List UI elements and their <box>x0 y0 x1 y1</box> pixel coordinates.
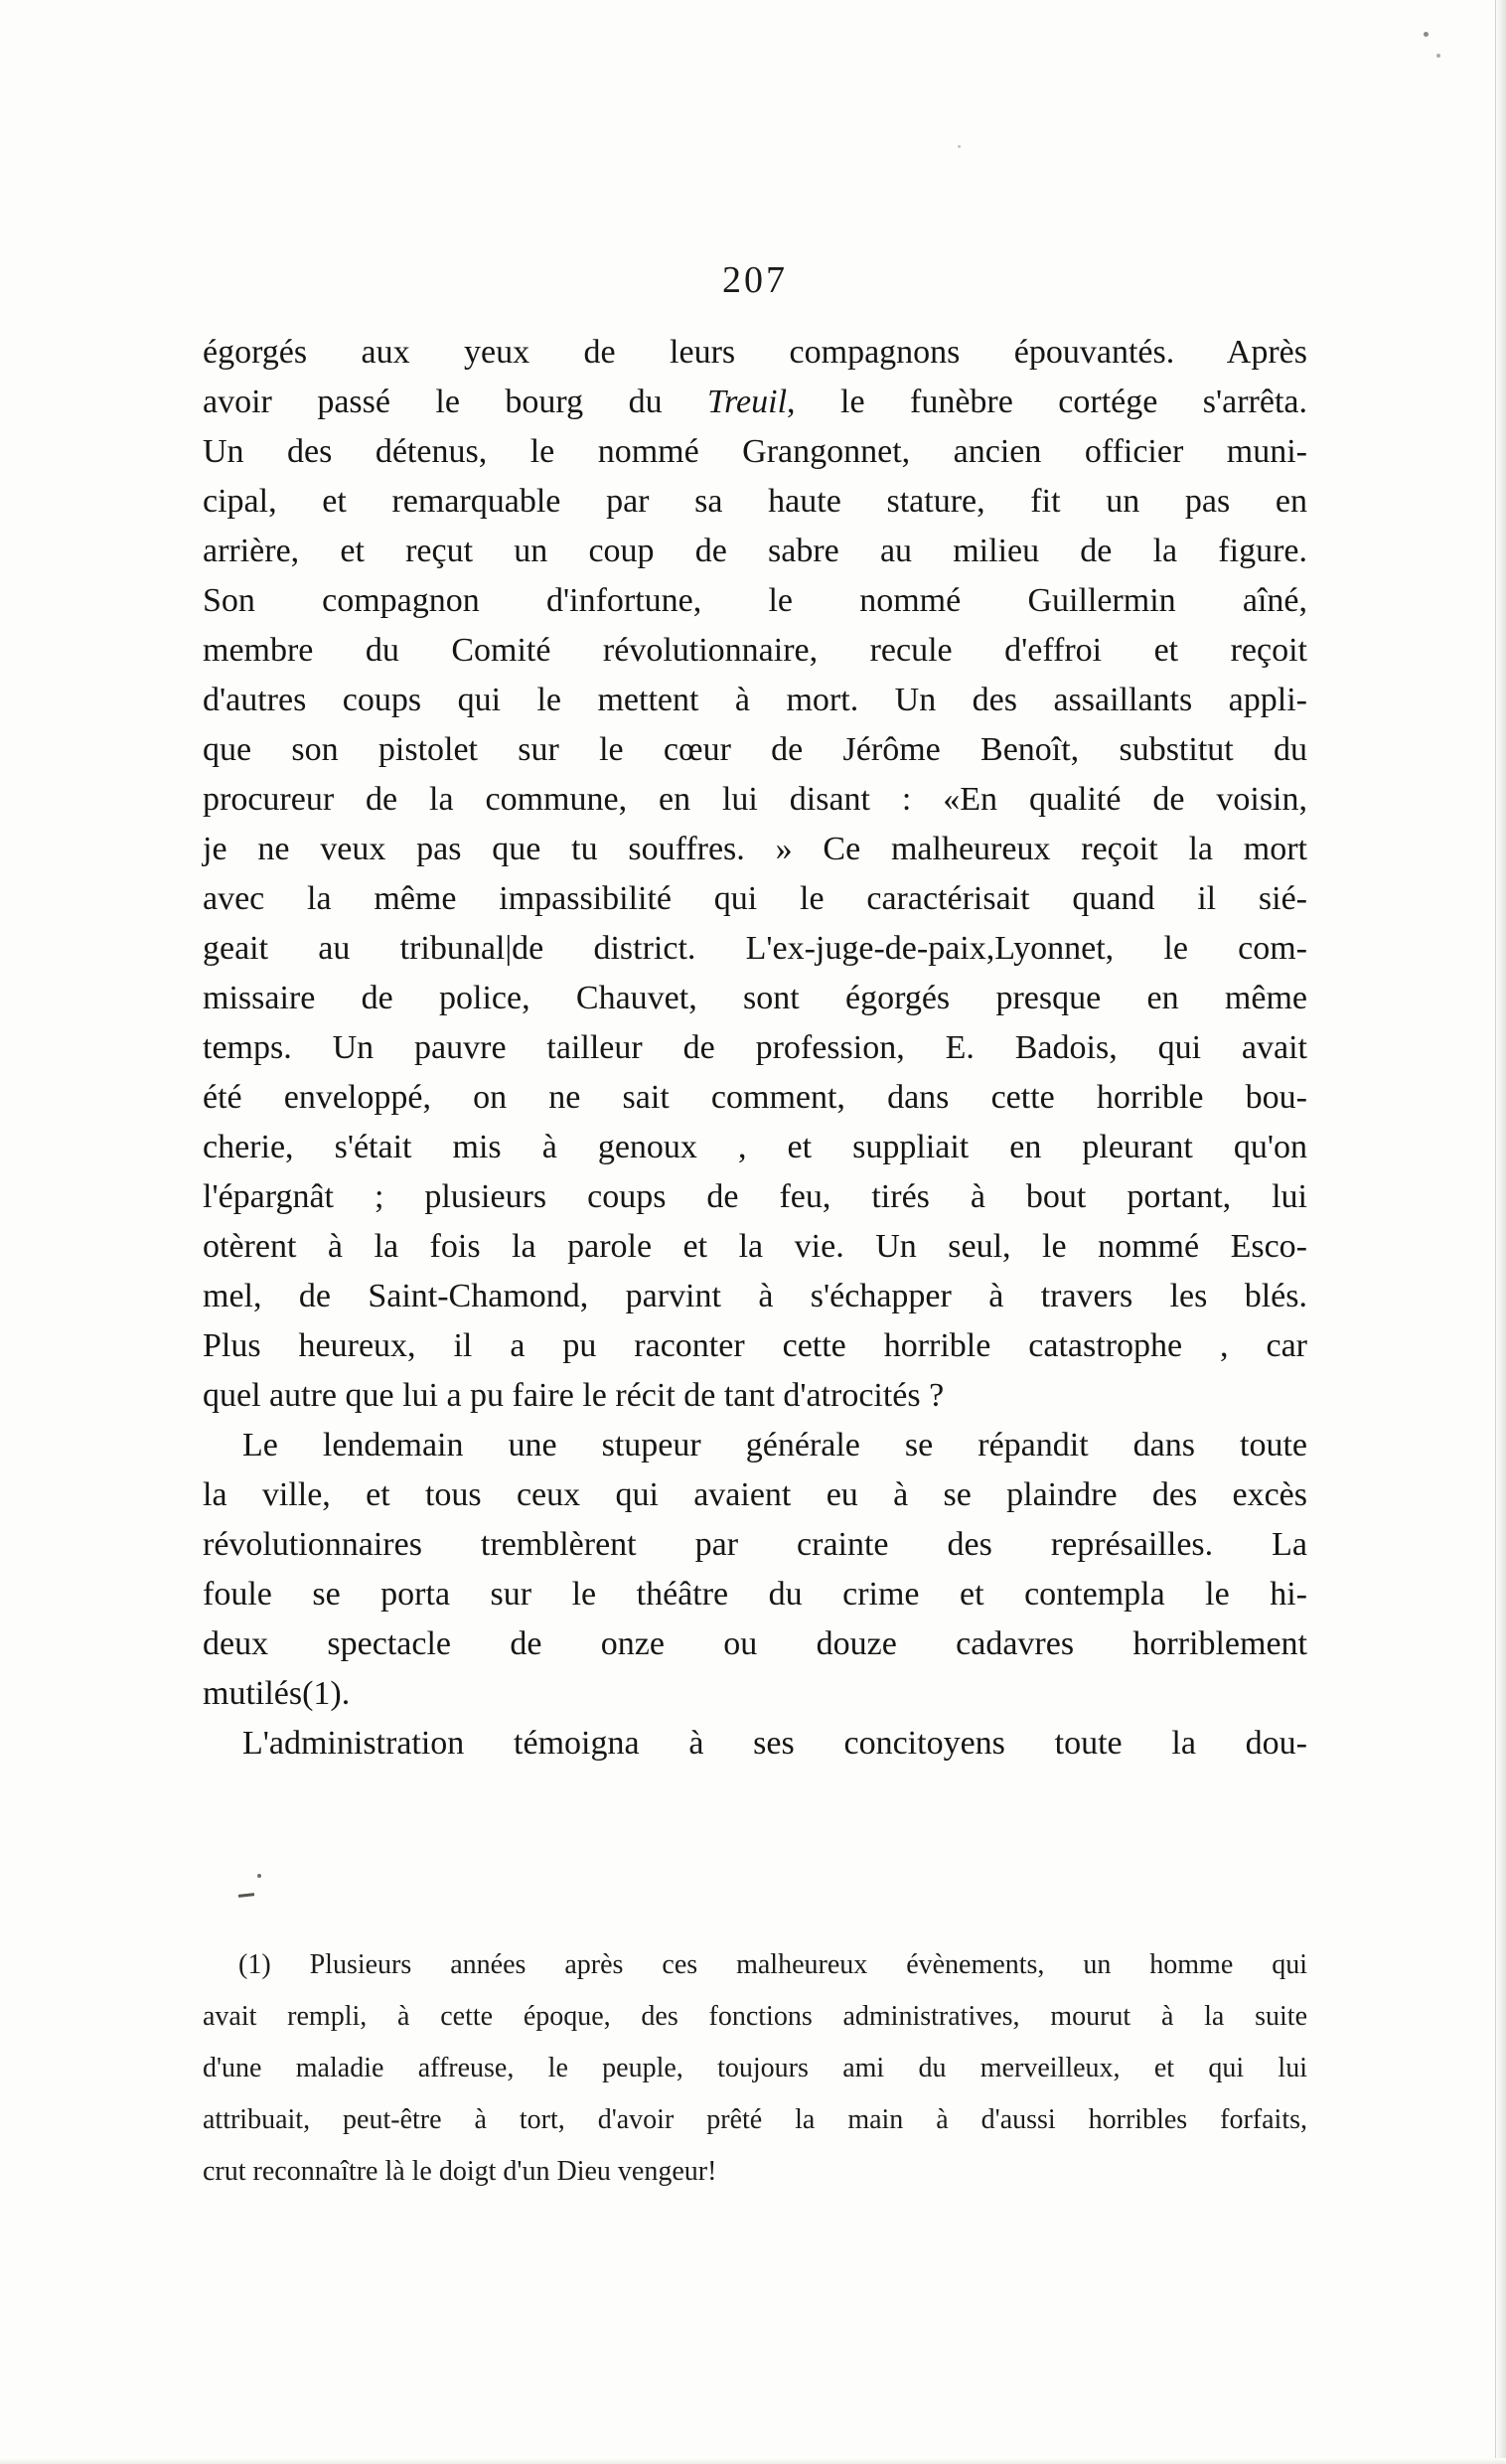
text-line: foule se porta sur le théâtre du crime et contempla le hi- <box>203 1576 1307 1613</box>
text-line: l'épargnât ; plusieurs coups de feu, tirés à bout portant, lui <box>203 1178 1307 1215</box>
text-line: otèrent à la fois la parole et la vie. Un seul, le nommé Esco- <box>203 1228 1307 1265</box>
scan-edge <box>0 2458 1506 2464</box>
text-line: temps. Un pauvre tailleur de profession, E. Badois, qui avait <box>203 1029 1307 1066</box>
text-line: Un des détenus, le nommé Grangonnet, ancien officier muni- <box>203 433 1307 470</box>
text-line: cipal, et remarquable par sa haute stature, fit un pas en <box>203 483 1307 520</box>
scan-edge <box>1495 0 1506 2464</box>
text-line: arrière, et reçut un coup de sabre au milieu de la figure. <box>203 533 1307 569</box>
text-line: missaire de police, Chauvet, sont égorgés presque en même <box>203 980 1307 1016</box>
text-line: révolutionnaires tremblèrent par crainte des représailles. La <box>203 1526 1307 1563</box>
text-line: été enveloppé, on ne sait comment, dans cette horrible bou- <box>203 1079 1307 1116</box>
text-line: d'autres coups qui le mettent à mort. Un des assaillants appli- <box>203 682 1307 718</box>
scan-speckle <box>257 1874 261 1878</box>
text-line: membre du Comité révolutionnaire, recule d'effroi et reçoit <box>203 632 1307 669</box>
text-line: mutilés(1). <box>203 1675 351 1712</box>
footnote-line: avait rempli, à cette époque, des fonctions administratives, mourut à la suite <box>203 2001 1307 2032</box>
scan-speckle <box>958 145 961 148</box>
footnote <box>203 1939 1307 2198</box>
text-line: Plus heureux, il a pu raconter cette horrible catastrophe , car <box>203 1327 1307 1364</box>
text-line: mel, de Saint-Chamond, parvint à s'échapper à travers les blés. <box>203 1278 1307 1314</box>
scan-dash-mark <box>238 1893 254 1898</box>
scan-speckle <box>1424 32 1429 37</box>
footnote-line: (1) Plusieurs années après ces malheureux évènements, un homme qui <box>238 1949 1307 1980</box>
scan-speckle <box>1436 54 1440 58</box>
page-number: 207 <box>722 259 788 301</box>
text-line: geait au tribunal|de district. L'ex-juge-de-paix,Lyonnet, le com- <box>203 930 1307 967</box>
text-line: la ville, et tous ceux qui avaient eu à se plaindre des excès <box>203 1476 1307 1513</box>
text-line: L'administration témoigna à ses concitoyens toute la dou- <box>242 1725 1307 1762</box>
text-line: procureur de la commune, en lui disant : «En qualité de voisin, <box>203 781 1307 818</box>
footnote-line: crut reconnaître là le doigt d'un Dieu vengeur! <box>203 2156 717 2187</box>
text-line: avec la même impassibilité qui le caractérisait quand il sié- <box>203 880 1307 917</box>
text-line: égorgés aux yeux de leurs compagnons épouvantés. Après <box>203 334 1307 371</box>
text-line: Le lendemain une stupeur générale se répandit dans toute <box>242 1427 1307 1463</box>
text-line: cherie, s'était mis à genoux , et suppliait en pleurant qu'on <box>203 1129 1307 1165</box>
text-line: quel autre que lui a pu faire le récit de tant d'atrocités ? <box>203 1377 945 1414</box>
text-line: avoir passé le bourg du Treuil, le funèbre cortége s'arrêta. <box>203 384 1308 420</box>
text-line: je ne veux pas que tu souffres. » Ce malheureux reçoit la mort <box>203 831 1307 867</box>
footnote-line: attribuait, peut-être à tort, d'avoir prêté la main à d'aussi horribles forfaits, <box>203 2104 1307 2135</box>
footnote-line: d'une maladie affreuse, le peuple, toujours ami du merveilleux, et qui lui <box>203 2053 1307 2083</box>
text-line: deux spectacle de onze ou douze cadavres horriblement <box>203 1625 1307 1662</box>
text-line: Son compagnon d'infortune, le nommé Guillermin aîné, <box>203 582 1307 619</box>
main-text <box>203 328 1307 1769</box>
text-line: que son pistolet sur le cœur de Jérôme Benoît, substitut du <box>203 731 1307 768</box>
